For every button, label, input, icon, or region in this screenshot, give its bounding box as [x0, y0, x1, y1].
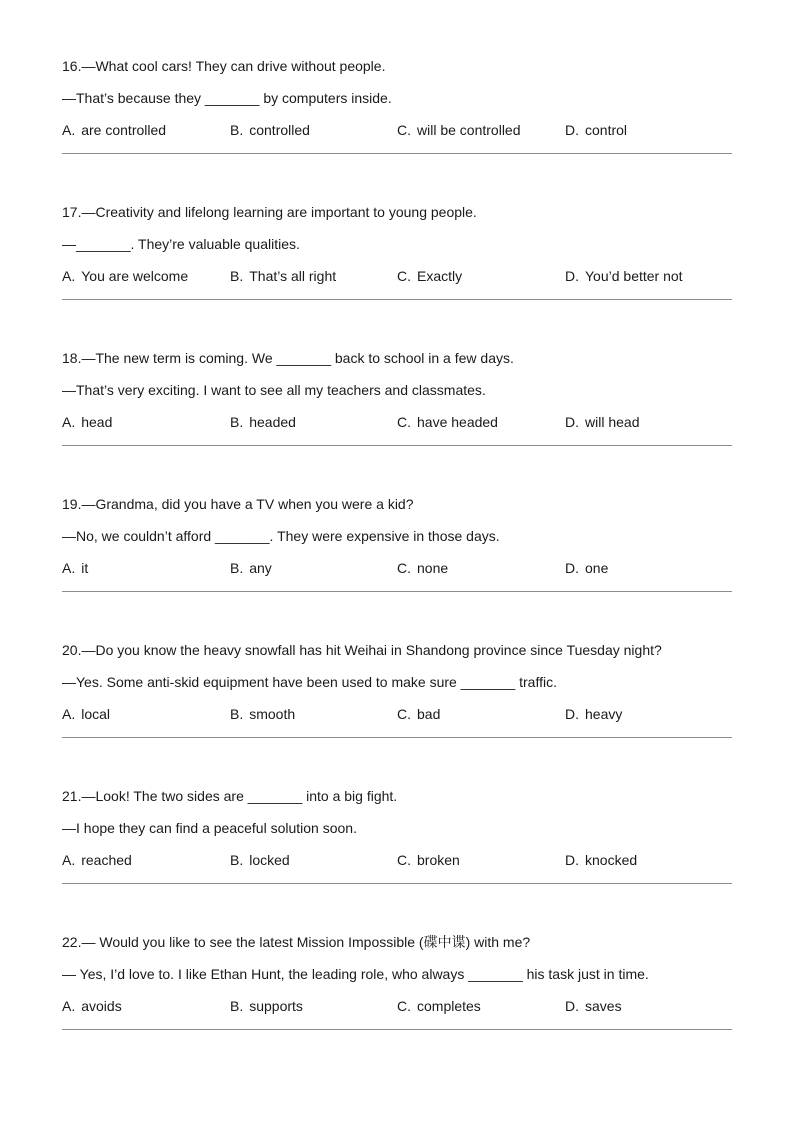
options-row	[62, 851, 732, 869]
option-d	[565, 267, 683, 285]
option-letter: D.	[565, 560, 579, 576]
question-line-2: —That’s very exciting. I want to see all my teachers and classmates.	[62, 382, 486, 398]
question-line-1: —The new term is coming. We _______ back to school in a few days.	[81, 350, 514, 366]
option-c	[397, 851, 460, 869]
question-prompt	[62, 495, 414, 513]
option-text: bad	[417, 706, 441, 722]
option-letter: D.	[565, 122, 579, 138]
option-text: smooth	[249, 706, 296, 722]
option-a	[62, 413, 112, 431]
question-line-2: —No, we couldn’t afford _______. They were expensive in those days.	[62, 528, 500, 544]
option-text: it	[81, 560, 89, 576]
question-number: 19.	[62, 496, 82, 512]
option-text: head	[81, 414, 113, 430]
option-text: You’d better not	[585, 268, 683, 284]
question-line-1: —What cool cars! They can drive without people.	[81, 58, 386, 74]
option-text: saves	[585, 998, 622, 1014]
option-d	[565, 413, 639, 431]
option-text: have headed	[417, 414, 498, 430]
option-letter: A.	[62, 268, 76, 284]
option-letter: A.	[62, 706, 76, 722]
option-c	[397, 121, 521, 139]
option-text: one	[585, 560, 609, 576]
option-b	[230, 851, 290, 869]
question-number: 22.	[62, 934, 82, 950]
option-c	[397, 413, 498, 431]
option-letter: A.	[62, 122, 76, 138]
option-letter: A.	[62, 560, 76, 576]
option-letter: A.	[62, 998, 76, 1014]
option-letter: B.	[230, 122, 244, 138]
option-text: controlled	[249, 122, 310, 138]
options-row	[62, 705, 732, 723]
option-c	[397, 705, 440, 723]
question-line-1: — Would you like to see the latest Mission Impossible (碟中谍) with me?	[81, 934, 531, 950]
option-text: That’s all right	[249, 268, 337, 284]
options-row	[62, 267, 732, 285]
option-a	[62, 267, 188, 285]
option-d	[565, 705, 622, 723]
question-number: 17.	[62, 204, 82, 220]
option-text: completes	[417, 998, 481, 1014]
option-b	[230, 997, 303, 1015]
question-number: 21.	[62, 788, 82, 804]
option-letter: B.	[230, 414, 244, 430]
option-a	[62, 559, 88, 577]
option-letter: D.	[565, 414, 579, 430]
option-text: avoids	[81, 998, 122, 1014]
option-letter: A.	[62, 414, 76, 430]
option-letter: D.	[565, 268, 579, 284]
option-text: local	[81, 706, 111, 722]
option-letter: C.	[397, 706, 411, 722]
option-text: are controlled	[81, 122, 167, 138]
option-b	[230, 559, 272, 577]
option-text: any	[249, 560, 272, 576]
question-prompt	[62, 349, 514, 367]
option-letter: B.	[230, 852, 244, 868]
option-text: locked	[249, 852, 290, 868]
divider	[62, 1029, 732, 1030]
question-line-2: —Yes. Some anti-skid equipment have been used to make sure _______ traffic.	[62, 674, 557, 690]
option-b	[230, 121, 310, 139]
option-c	[397, 997, 481, 1015]
option-letter: D.	[565, 998, 579, 1014]
question-line-1: —Do you know the heavy snowfall has hit Weihai in Shandong province since Tuesday night?	[81, 642, 662, 658]
option-text: reached	[81, 852, 132, 868]
option-letter: C.	[397, 560, 411, 576]
question-number: 18.	[62, 350, 82, 366]
option-text: broken	[417, 852, 460, 868]
option-a	[62, 705, 110, 723]
option-text: knocked	[585, 852, 638, 868]
question-line-2: —I hope they can find a peaceful solution soon.	[62, 820, 357, 836]
option-b	[230, 413, 296, 431]
option-text: You are welcome	[81, 268, 189, 284]
option-b	[230, 267, 336, 285]
option-letter: D.	[565, 706, 579, 722]
option-a	[62, 121, 166, 139]
question-line-1: —Creativity and lifelong learning are important to young people.	[81, 204, 477, 220]
divider	[62, 445, 732, 446]
option-letter: C.	[397, 268, 411, 284]
option-letter: A.	[62, 852, 76, 868]
option-text: Exactly	[417, 268, 463, 284]
option-letter: B.	[230, 560, 244, 576]
question-number: 16.	[62, 58, 82, 74]
option-a	[62, 997, 122, 1015]
option-text: headed	[249, 414, 296, 430]
option-letter: C.	[397, 414, 411, 430]
divider	[62, 153, 732, 154]
option-b	[230, 705, 295, 723]
question-line-1: —Look! The two sides are _______ into a big fight.	[81, 788, 398, 804]
question-line-1: —Grandma, did you have a TV when you were a kid?	[81, 496, 414, 512]
option-c	[397, 267, 462, 285]
question-number: 20.	[62, 642, 82, 658]
option-letter: C.	[397, 852, 411, 868]
question-line-2: —That’s because they _______ by computers inside.	[62, 90, 392, 106]
option-letter: D.	[565, 852, 579, 868]
question-line-2: —_______. They’re valuable qualities.	[62, 236, 300, 252]
option-text: will be controlled	[417, 122, 521, 138]
option-d	[565, 121, 627, 139]
options-row	[62, 559, 732, 577]
option-d	[565, 559, 608, 577]
divider	[62, 299, 732, 300]
option-c	[397, 559, 448, 577]
option-text: control	[585, 122, 628, 138]
option-letter: C.	[397, 122, 411, 138]
option-text: none	[417, 560, 449, 576]
divider	[62, 591, 732, 592]
option-letter: C.	[397, 998, 411, 1014]
option-text: heavy	[585, 706, 623, 722]
question-prompt	[62, 57, 385, 75]
question-prompt	[62, 787, 397, 805]
option-text: will head	[585, 414, 640, 430]
question-prompt	[62, 641, 662, 659]
option-text: supports	[249, 998, 303, 1014]
option-a	[62, 851, 132, 869]
option-letter: B.	[230, 268, 244, 284]
option-letter: B.	[230, 706, 244, 722]
option-d	[565, 851, 637, 869]
options-row	[62, 121, 732, 139]
question-prompt	[62, 933, 530, 951]
divider	[62, 883, 732, 884]
option-letter: B.	[230, 998, 244, 1014]
options-row	[62, 997, 732, 1015]
option-d	[565, 997, 622, 1015]
options-row	[62, 413, 732, 431]
question-line-2: — Yes, I’d love to. I like Ethan Hunt, the leading role, who always _______ his task just in time.	[62, 966, 649, 982]
question-prompt	[62, 203, 477, 221]
divider	[62, 737, 732, 738]
